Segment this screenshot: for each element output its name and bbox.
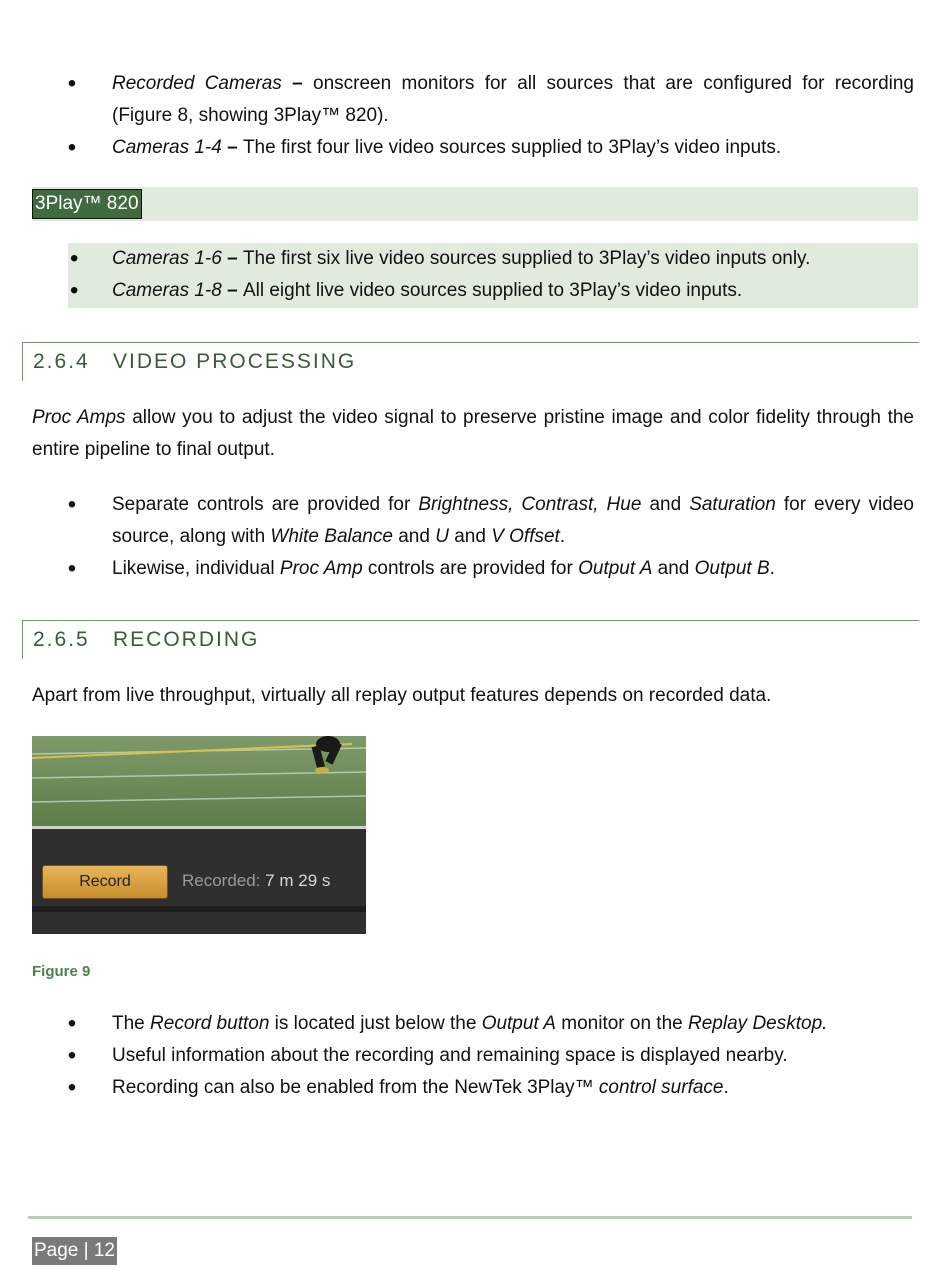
camera-list-general <box>32 68 914 164</box>
camera-list-820 <box>68 243 918 307</box>
list-item: • Recording can also be enabled from the NewTek 3Play™ control surface. <box>32 1072 914 1104</box>
model-variant-label: 3Play™ 820 <box>32 189 142 219</box>
recording-paragraph: Apart from live throughput, virtually all replay output features depends on recorded data. <box>32 685 772 706</box>
list-item: • The Record button is located just below the Output A monitor on the Replay Desktop. <box>32 1008 914 1040</box>
model-variant-band <box>32 187 918 221</box>
proc-amps-paragraph: Proc Amps allow you to adjust the video signal to preserve pristine image and color fidelity through the entire pipeline to final output. <box>32 407 914 460</box>
model-variant-box <box>68 243 918 308</box>
figure-record-screenshot <box>32 736 366 934</box>
figure-caption: Figure 9 <box>32 963 91 980</box>
section-number: 2.6.4 <box>33 350 90 373</box>
section-heading-recording <box>22 620 919 659</box>
record-info-list <box>32 1008 914 1104</box>
footer-divider <box>28 1216 912 1219</box>
page-number: Page | 12 <box>32 1237 117 1265</box>
section-title: RECORDING <box>113 628 260 651</box>
record-button[interactable]: Record <box>42 865 168 899</box>
list-item: • Likewise, individual Proc Amp controls are provided for Output A and Output B. <box>32 553 914 585</box>
section-heading-video-processing <box>22 342 919 381</box>
figure-image <box>32 736 366 934</box>
section-number: 2.6.5 <box>33 628 90 651</box>
section-title: VIDEO PROCESSING <box>113 350 357 373</box>
list-item: • Useful information about the recording and remaining space is displayed nearby. <box>32 1040 914 1072</box>
proc-amp-list <box>32 489 914 585</box>
list-item: • Recorded Cameras – onscreen monitors for all sources that are configured for recording (Figure 8, showing 3Play™ 820). <box>32 68 914 132</box>
list-item: • Separate controls are provided for Brightness, Contrast, Hue and Saturation for every video source, along with White Balance and U and V Offset. <box>32 489 914 553</box>
recorded-status: Recorded: 7 m 29 s <box>182 871 331 890</box>
list-item: • Cameras 1-6 – The first six live video sources supplied to 3Play’s video inputs only. <box>68 243 918 275</box>
list-item: • Cameras 1-8 – All eight live video sources supplied to 3Play’s video inputs. <box>68 275 918 307</box>
list-item: • Cameras 1-4 – The first four live video sources supplied to 3Play’s video inputs. <box>32 132 914 164</box>
